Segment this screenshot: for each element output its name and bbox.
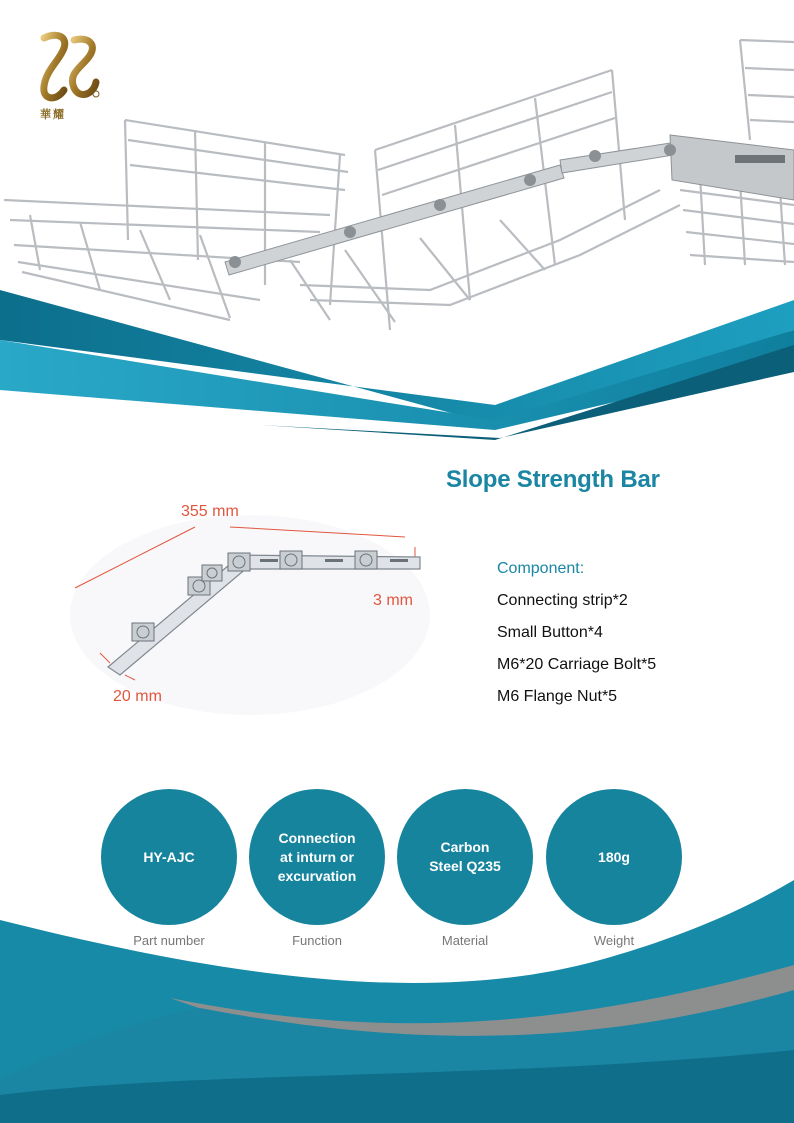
spec-label: Part number — [133, 933, 205, 948]
component-item: Connecting strip*2 — [497, 592, 628, 609]
spec-value: HY-AJC — [143, 848, 195, 865]
dimension-width: 20 mm — [113, 688, 162, 705]
logo-mark-icon — [34, 30, 104, 105]
component-heading: Component: — [497, 560, 585, 577]
spec-circle-function — [249, 789, 385, 925]
component-item: M6 Flange Nut*5 — [497, 688, 618, 705]
dimension-length: 355 mm — [181, 503, 239, 520]
brand-logo — [34, 30, 104, 125]
spec-label: Weight — [593, 933, 635, 948]
cable-tray-hero-image — [0, 0, 794, 440]
dimension-thickness: 3 mm — [373, 592, 413, 609]
spec-circle-part-number — [101, 789, 237, 925]
decorative-waves — [0, 880, 794, 1123]
component-item: M6*20 Carriage Bolt*5 — [497, 656, 657, 673]
spec-label: Function — [292, 933, 342, 948]
logo-text: 華耀 — [40, 108, 66, 121]
spec-circle-material — [397, 789, 533, 925]
spec-circle-weight — [546, 789, 682, 925]
spec-label: Material — [441, 933, 489, 948]
spec-value: Connection at inturn or excurvation — [277, 829, 357, 884]
component-item: Small Button*4 — [497, 624, 603, 641]
wire-mesh-tray — [4, 40, 794, 330]
spec-value: Carbon Steel Q235 — [429, 839, 501, 874]
spec-value: 180g — [598, 848, 630, 865]
slope-bar-in-tray — [225, 135, 794, 275]
product-title: Slope Strength Bar — [446, 466, 660, 493]
